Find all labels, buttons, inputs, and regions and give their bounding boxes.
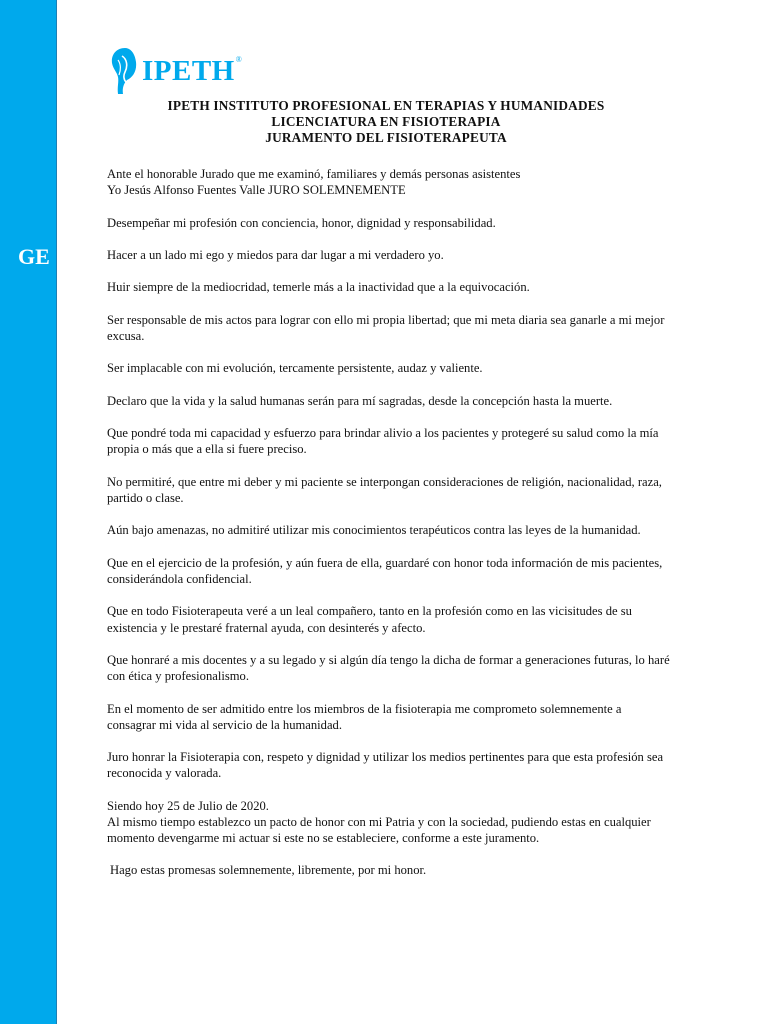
oath-paragraph: Que pondré toda mi capacidad y esfuerzo para brindar alivio a los pacientes y protegeré su salud como la mía propia o más que a ella si fuere preciso. [107,426,659,457]
oath-paragraph: Que en el ejercicio de la profesión, y aún fuera de ella, guardaré con honor toda información de mis pacientes, considerándola confidencial. [107,555,663,586]
oath-body [107,166,672,895]
oath-paragraph: Yo Jesús Alfonso Fuentes Valle JURO SOLEMNEMENTE [107,183,406,198]
oath-paragraph: Que en todo Fisioterapeuta veré a un leal compañero, tanto en la profesión como en las vicisitudes de su existencia y le prestaré fraternal ayuda, con desinterés y afecto. [107,604,632,635]
institute-title: IPETH INSTITUTO PROFESIONAL EN TERAPIAS Y HUMANIDADES [167,98,605,113]
oath-paragraph: No permitiré, que entre mi deber y mi paciente se interpongan consideraciones de religión, nacionalidad, raza, partido o clase. [107,474,662,505]
closing-line: Hago estas promesas solemnemente, libremente, por mi honor. [110,863,427,878]
oath-paragraph: Declaro que la vida y la salud humanas serán para mí sagradas, desde la concepción hasta la muerte. [107,393,613,408]
oath-paragraph: Ser responsable de mis actos para lograr con ello mi propia libertad; que mi meta diaria sea ganarle a mi mejor excusa. [107,312,665,343]
sidebar-text: GE [18,244,50,269]
document-headings [105,98,667,145]
ipeth-logo [109,46,242,96]
oath-paragraph: En el momento de ser admitido entre los miembros de la fisioterapia me comprometo solemnemente a consagrar mi vida al servicio de la humanidad. [107,701,622,732]
oath-title: JURAMENTO DEL FISIOTERAPEUTA [265,129,507,145]
oath-paragraph: Huir siempre de la mediocridad, temerle más a la inactividad que a la equivocación. [107,280,530,295]
oath-paragraph: Aún bajo amenazas, no admitiré utilizar mis conocimientos terapéuticos contra las leyes de la humanidad. [107,523,641,538]
oath-paragraph: Juro honrar la Fisioterapia con, respeto y dignidad y utilizar los medios pertinentes para que esta profesión sea reconocida y valorada. [107,750,664,781]
oath-paragraph: Hacer a un lado mi ego y miedos para dar lugar a mi verdadero yo. [107,247,444,262]
oath-paragraph: Al mismo tiempo establezco un pacto de honor con mi Patria y con la sociedad, pudiendo estas en cualquier momento devengarme mi actuar si este no se estableciere, conforme a este juramento. [107,814,651,846]
blue-sidebar [0,0,57,1024]
oath-paragraph: Desempeñar mi profesión con conciencia, honor, dignidad y responsabilidad. [107,215,496,230]
oath-paragraph: Que honraré a mis docentes y a su legado y si algún día tengo la dicha de formar a generaciones futuras, lo haré con ética y profesionalismo. [107,652,670,684]
registered-mark: ® [235,54,242,64]
oath-paragraph: Ante el honorable Jurado que me examinó, familiares y demás personas asistentes [107,167,521,181]
program-title: LICENCIATURA EN FISIOTERAPIA [271,113,501,129]
oath-paragraph: Ser implacable con mi evolución, tercamente persistente, audaz y valiente. [107,361,483,376]
logo-text: IPETH [142,54,235,87]
date-line: Siendo hoy 25 de Julio de 2020. [107,798,269,813]
head-silhouette-icon [109,46,139,96]
